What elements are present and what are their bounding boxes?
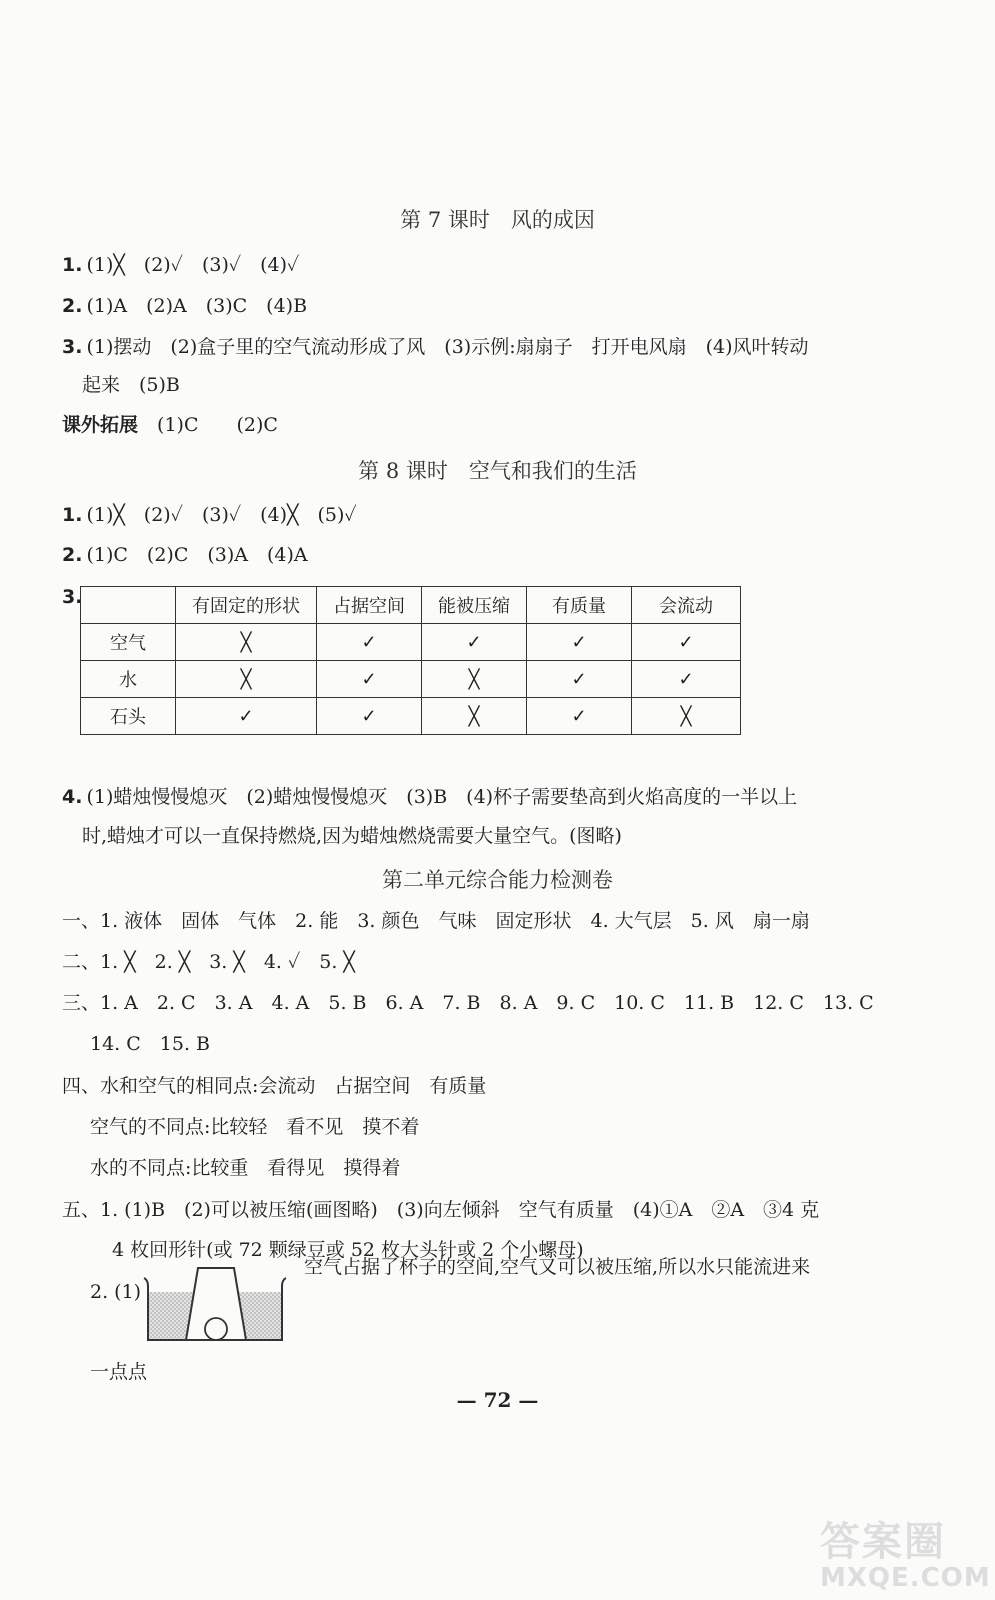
ball bbox=[205, 1318, 227, 1340]
table-cell: ✓ bbox=[176, 698, 317, 735]
answer-text: (1)C (2)C (3)A (4)A bbox=[86, 544, 308, 566]
unit2-section5-q2-num: 2. (1) bbox=[90, 1281, 142, 1303]
lesson7-q1 bbox=[62, 253, 299, 277]
unit2-title: 第二单元综合能力检测卷 bbox=[382, 868, 613, 892]
table-cell: ✓ bbox=[317, 624, 422, 661]
lesson7-title: 第 7 课时 风的成因 bbox=[400, 208, 595, 232]
question-number: 3. bbox=[62, 586, 83, 608]
unit2-section3: 三、1. A 2. C 3. A 4. A 5. B 6. A 7. B 8. A 9. C 10. C 11. B 12. C 13. C bbox=[62, 992, 874, 1014]
unit2-section5-q2-text: 空气占据了杯子的空间,空气又可以被压缩,所以水只能流进来 bbox=[304, 1256, 811, 1278]
page-number: — 72 — bbox=[456, 1388, 539, 1412]
unit2-section5-q2-end: 一点点 bbox=[90, 1361, 148, 1383]
answer-text: (1)╳ (2)✓ (3)✓ (4)✓ bbox=[86, 254, 300, 276]
lesson8-q2 bbox=[62, 543, 308, 567]
table-cell: 石头 bbox=[81, 698, 176, 735]
unit2-section5-cont: 4 枚回形针(或 72 颗绿豆或 52 枚大头针或 2 个小螺母) bbox=[112, 1239, 584, 1261]
watermark-text: 答案圈 bbox=[820, 1519, 946, 1565]
answer-text: (1)C (2)C bbox=[157, 414, 278, 436]
properties-table bbox=[80, 586, 741, 735]
unit2-section3-cont: 14. C 15. B bbox=[90, 1033, 211, 1055]
lesson7-q3-line2: 起来 (5)B bbox=[82, 374, 180, 396]
question-number: 1. bbox=[62, 254, 83, 276]
unit2-section4: 四、水和空气的相同点:会流动 占据空间 有质量 bbox=[62, 1075, 487, 1097]
lesson8-q4-line2: 时,蜡烛才可以一直保持燃烧,因为蜡烛燃烧需要大量空气。(图略) bbox=[82, 825, 622, 847]
table-cell: ╳ bbox=[632, 698, 741, 735]
table-header-cell: 能被压缩 bbox=[422, 587, 527, 624]
table-header-row bbox=[81, 587, 741, 624]
table-cell: 水 bbox=[81, 661, 176, 698]
table-row bbox=[81, 698, 741, 735]
lesson7-q3 bbox=[62, 335, 809, 359]
table-cell: ╳ bbox=[422, 698, 527, 735]
table-cell: ✓ bbox=[527, 661, 632, 698]
answer-text: (1)A (2)A (3)C (4)B bbox=[86, 295, 308, 317]
lesson8-q1 bbox=[62, 503, 357, 527]
table-cell: ✓ bbox=[527, 624, 632, 661]
answer-text: (1)╳ (2)✓ (3)✓ (4)╳ (5)✓ bbox=[86, 504, 357, 526]
cup-in-water-figure bbox=[140, 1262, 290, 1344]
table-cell: ╳ bbox=[176, 661, 317, 698]
question-number: 2. bbox=[62, 295, 83, 317]
table-cell: ✓ bbox=[422, 624, 527, 661]
table-header-cell: 有固定的形状 bbox=[176, 587, 317, 624]
table-header-cell bbox=[81, 587, 176, 624]
unit2-section1: 一、1. 液体 固体 气体 2. 能 3. 颜色 气味 固定形状 4. 大气层 5. 风 扇一扇 bbox=[62, 910, 810, 932]
table-header-cell: 有质量 bbox=[527, 587, 632, 624]
unit2-section2: 二、1. ╳ 2. ╳ 3. ╳ 4. ✓ 5. ╳ bbox=[62, 951, 355, 973]
watermark-logo bbox=[820, 1510, 991, 1593]
table-header-cell: 会流动 bbox=[632, 587, 741, 624]
answer-text: (1)蜡烛慢慢熄灭 (2)蜡烛慢慢熄灭 (3)B (4)杯子需要垫高到火焰高度的一半以上 bbox=[86, 786, 798, 808]
lesson8-title: 第 8 课时 空气和我们的生活 bbox=[358, 459, 637, 483]
table-row bbox=[81, 661, 741, 698]
table-cell: ✓ bbox=[632, 661, 741, 698]
table-cell: ╳ bbox=[176, 624, 317, 661]
table-cell: ✓ bbox=[632, 624, 741, 661]
question-number: 1. bbox=[62, 504, 83, 526]
question-number: 2. bbox=[62, 544, 83, 566]
extension-label: 课外拓展 bbox=[62, 414, 139, 436]
question-number: 3. bbox=[62, 336, 83, 358]
lesson8-q4 bbox=[62, 785, 797, 809]
lesson7-extension bbox=[62, 413, 278, 437]
table-header-cell: 占据空间 bbox=[317, 587, 422, 624]
table-cell: ✓ bbox=[317, 698, 422, 735]
table-cell: ✓ bbox=[317, 661, 422, 698]
table-cell: 空气 bbox=[81, 624, 176, 661]
answer-text: (1)摆动 (2)盒子里的空气流动形成了风 (3)示例:扇扇子 打开电风扇 (4)风叶转动 bbox=[86, 336, 809, 358]
table-row bbox=[81, 624, 741, 661]
question-number: 4. bbox=[62, 786, 83, 808]
lesson7-q2 bbox=[62, 294, 307, 318]
unit2-section4-air: 空气的不同点:比较轻 看不见 摸不着 bbox=[90, 1116, 420, 1138]
table-cell: ╳ bbox=[422, 661, 527, 698]
table-cell: ✓ bbox=[527, 698, 632, 735]
watermark-url: MXQE.COM bbox=[820, 1563, 991, 1593]
unit2-section5: 五、1. (1)B (2)可以被压缩(画图略) (3)向左倾斜 空气有质量 (4)①A ②A ③4 克 bbox=[62, 1199, 820, 1221]
unit2-section4-water: 水的不同点:比较重 看得见 摸得着 bbox=[90, 1157, 401, 1179]
